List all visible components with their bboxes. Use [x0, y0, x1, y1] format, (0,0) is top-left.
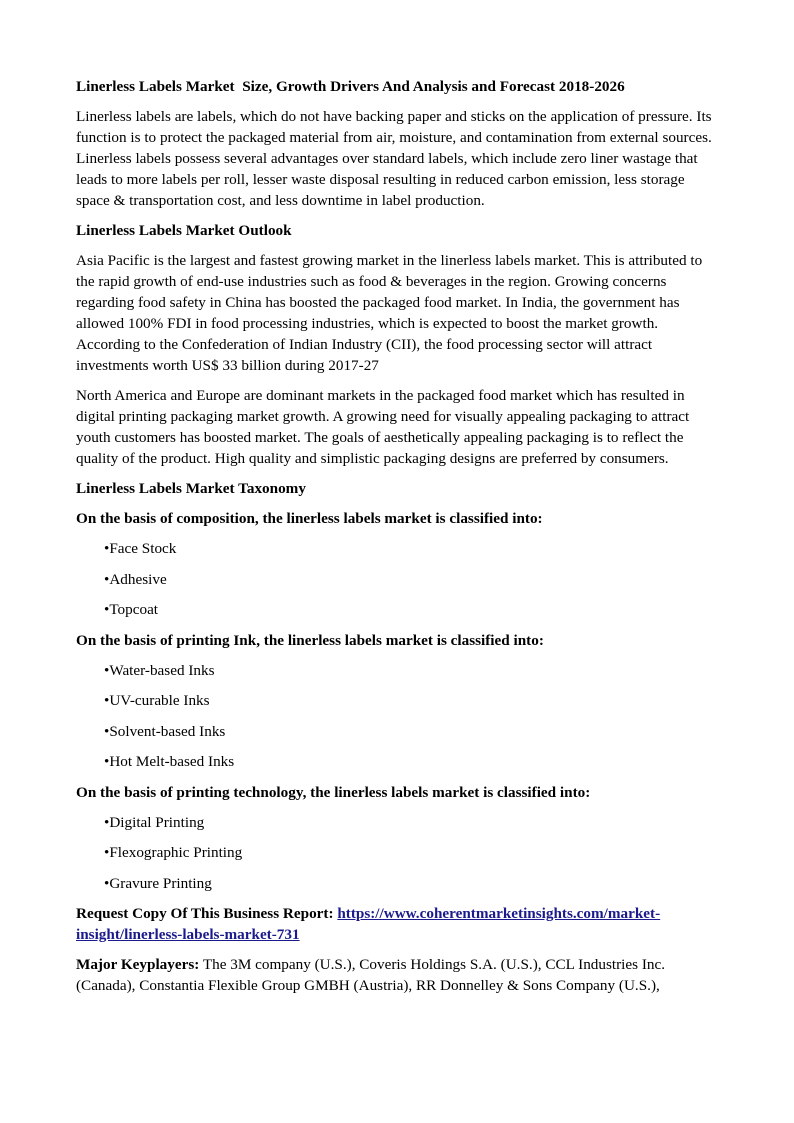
technology-list — [76, 812, 718, 894]
list-item — [76, 812, 718, 833]
bullet-icon: • — [104, 722, 110, 740]
bullet-icon: • — [104, 570, 110, 588]
list-item-label: Hot Melt-based Inks — [109, 753, 235, 770]
list-item — [76, 842, 718, 863]
bullet-icon: • — [104, 753, 110, 770]
list-item-label: Water-based Inks — [109, 661, 215, 679]
list-item — [76, 690, 718, 711]
ink-list — [76, 660, 718, 773]
outlook-paragraph-1: Asia Pacific is the largest and fastest growing market in the linerless labels market. This is attributed to the rapid growth of end-use industries such as food & beverages in the region. Growing concerns regarding food safety in China has boosted the packaged food market. In India, the government has allowed 100% FDI in food processing industries, which is expected to boost the market growth. According to the Confederation of Indian Industry (CII), the food processing sector will attract investments worth US$ 33 billion during 2017-27 — [76, 252, 703, 374]
list-item — [76, 569, 718, 590]
request-copy-label: Request Copy Of This Business Report: — [76, 905, 338, 922]
report-link[interactable]: https://www.coherentmarketinsights.com/market-insight/linerless-labels-market-731 — [76, 905, 661, 943]
bullet-icon: • — [104, 661, 110, 679]
keyplayers-label: Major Keyplayers: — [76, 956, 200, 973]
list-item-label: UV-curable Inks — [109, 692, 210, 709]
bullet-icon: • — [104, 601, 110, 618]
bullet-icon: • — [104, 692, 110, 709]
list-item — [76, 873, 718, 894]
list-item-label: Adhesive — [109, 570, 167, 588]
bullet-icon: • — [104, 874, 110, 892]
list-item — [76, 538, 718, 559]
list-item-label: Solvent-based Inks — [109, 722, 226, 740]
list-item-label: Face Stock — [109, 540, 177, 557]
bullet-icon: • — [104, 844, 110, 861]
list-item — [76, 599, 718, 620]
outlook-heading: Linerless Labels Market Outlook — [76, 222, 292, 239]
composition-list — [76, 538, 718, 620]
list-item-label: Topcoat — [109, 601, 159, 618]
list-item-label: Digital Printing — [109, 813, 205, 831]
document-title: Linerless Labels Market Size, Growth Drivers And Analysis and Forecast 2018-2026 — [76, 78, 625, 95]
bullet-icon: • — [104, 540, 110, 557]
keyplayers-paragraph — [76, 954, 718, 996]
request-copy-paragraph — [76, 903, 718, 945]
composition-heading: On the basis of composition, the linerless labels market is classified into: — [76, 510, 543, 527]
taxonomy-heading: Linerless Labels Market Taxonomy — [76, 480, 306, 497]
list-item — [76, 751, 718, 772]
outlook-paragraph-2: North America and Europe are dominant markets in the packaged food market which has resulted in digital printing packaging market growth. A growing need for visually appealing packaging to attract youth customers has boosted market. The goals of aesthetically appealing packaging is to reflect the quality of the product. High quality and simplistic packaging designs are preferred by consumers. — [76, 387, 690, 467]
keyplayers-text: The 3M company (U.S.), Coveris Holdings S.A. (U.S.), CCL Industries Inc. (Canada), Constantia Flexible Group GMBH (Austria), RR Donnelley & Sons Company (U.S.), — [76, 956, 666, 994]
bullet-icon: • — [104, 813, 110, 831]
list-item — [76, 721, 718, 742]
intro-paragraph: Linerless labels are labels, which do not have backing paper and sticks on the application of pressure. Its function is to protect the packaged material from air, moisture, and contamination from external sources. Linerless labels possess several advantages over standard labels, which include zero liner wastage that leads to more labels per roll, lesser waste disposal resulting in reduced carbon emission, less storage space & transportation cost, and less downtime in label production. — [76, 108, 712, 209]
ink-heading: On the basis of printing Ink, the linerless labels market is classified into: — [76, 631, 544, 649]
list-item-label: Gravure Printing — [109, 874, 212, 892]
list-item-label: Flexographic Printing — [109, 844, 243, 861]
document-page — [76, 76, 718, 1005]
technology-heading: On the basis of printing technology, the linerless labels market is classified into: — [76, 783, 591, 801]
list-item — [76, 660, 718, 681]
